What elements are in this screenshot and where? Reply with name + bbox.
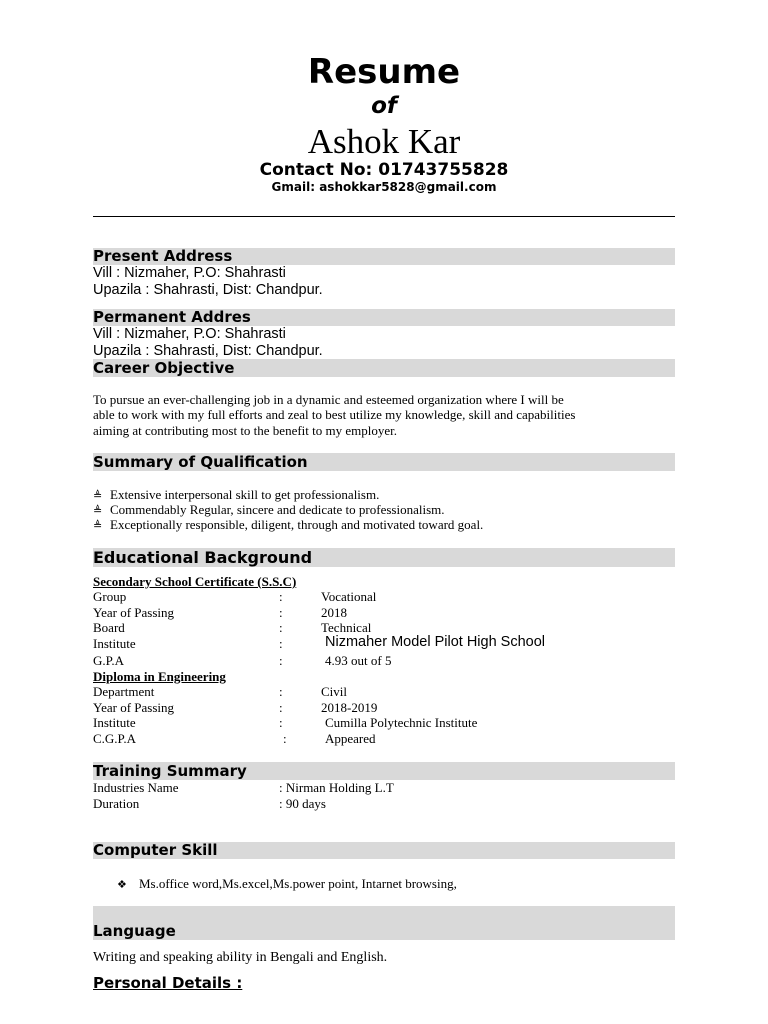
language-heading: Language — [93, 922, 176, 940]
ssc-row-value: 4.93 out of 5 — [325, 653, 392, 668]
diploma-row-colon: : — [279, 715, 283, 730]
diamond-bullet-icon: ❖ — [117, 879, 127, 891]
training-row-value: : 90 days — [279, 796, 326, 811]
ssc-row-value: Technical — [321, 620, 372, 635]
diploma-heading: Diploma in Engineering — [93, 669, 226, 684]
career-objective-line-1: To pursue an ever-challenging job in a dynamic and esteemed organization where I will be — [93, 392, 564, 407]
training-row-value: : Nirman Holding L.T — [279, 780, 394, 795]
permanent-address-line-2: Upazila : Shahrasti, Dist: Chandpur. — [93, 343, 323, 359]
applicant-name: Ashok Kar — [307, 122, 461, 161]
contact-number: Contact No: 01743755828 — [259, 160, 509, 180]
career-objective-line-2: able to work with my full efforts and zeal to best utilize my knowledge, skill and capabilities — [93, 407, 576, 422]
double-arrow-bullet-icon: ≜ — [93, 520, 103, 532]
diploma-row-colon: : — [279, 684, 283, 699]
ssc-row-colon: : — [279, 653, 283, 668]
present-address-heading: Present Address — [93, 247, 233, 265]
ssc-row-label: Group — [93, 589, 127, 604]
permanent-address-line-1: Vill : Nizmaher, P.O: Shahrasti — [93, 326, 286, 342]
diploma-row-label: Year of Passing — [93, 700, 175, 715]
diploma-row-value: Appeared — [325, 731, 376, 746]
qualification-heading: Summary of Qualification — [93, 453, 308, 471]
computer-skill-item: ❖ Ms.office word,Ms.excel,Ms.power point, Intarnet browsing, — [117, 876, 457, 891]
diploma-row-colon: : — [279, 700, 283, 715]
diploma-row-value: 2018-2019 — [321, 700, 378, 715]
diploma-row-value: Cumilla Polytechnic Institute — [325, 715, 478, 730]
training-heading: Training Summary — [93, 762, 247, 780]
language-band — [93, 906, 675, 940]
ssc-row-value: Nizmaher Model Pilot High School — [325, 634, 546, 650]
gmail-address: Gmail: ashokkar5828@gmail.com — [271, 180, 497, 194]
ssc-row-colon: : — [279, 589, 283, 604]
language-text: Writing and speaking ability in Bengali and English. — [93, 950, 388, 965]
header-divider — [93, 216, 675, 217]
ssc-heading: Secondary School Certificate (S.S.C) — [93, 574, 297, 589]
ssc-row-label: Institute — [93, 636, 136, 651]
ssc-row-colon: : — [279, 636, 283, 651]
training-row-label: Industries Name — [93, 780, 179, 795]
ssc-row-value: 2018 — [321, 605, 347, 620]
education-heading: Educational Background — [93, 548, 313, 567]
resume-of: of — [371, 93, 397, 119]
training-row-label: Duration — [93, 796, 140, 811]
double-arrow-bullet-icon: ≜ — [93, 505, 103, 517]
qualification-item: ≜ Exceptionally responsible, diligent, through and motivated toward goal. — [93, 517, 484, 532]
career-objective-heading: Career Objective — [93, 359, 235, 377]
diploma-row-label: Institute — [93, 715, 136, 730]
ssc-row-label: G.P.A — [93, 653, 125, 668]
computer-skill-heading: Computer Skill — [93, 841, 218, 859]
ssc-row-colon: : — [279, 605, 283, 620]
ssc-row-label: Board — [93, 620, 125, 635]
qualification-item: ≜ Extensive interpersonal skill to get professionalism. — [93, 487, 380, 502]
qualification-item: ≜ Commendably Regular, sincere and dedicate to professionalism. — [93, 502, 445, 517]
diploma-row-label: C.G.P.A — [93, 731, 136, 746]
diploma-row-value: Civil — [321, 684, 348, 699]
permanent-address-heading: Permanent Addres — [93, 308, 251, 326]
diploma-row-colon: : — [283, 731, 287, 746]
double-arrow-bullet-icon: ≜ — [93, 490, 103, 502]
ssc-row-value: Vocational — [321, 589, 377, 604]
present-address-line-1: Vill : Nizmaher, P.O: Shahrasti — [93, 265, 286, 281]
present-address-line-2: Upazila : Shahrasti, Dist: Chandpur. — [93, 282, 323, 298]
ssc-row-colon: : — [279, 620, 283, 635]
ssc-row-label: Year of Passing — [93, 605, 175, 620]
personal-details-heading: Personal Details : — [93, 974, 243, 992]
career-objective-line-3: aiming at contributing most to the benefit to my employer. — [93, 423, 398, 438]
diploma-row-label: Department — [93, 684, 155, 699]
resume-title: Resume — [307, 52, 461, 92]
